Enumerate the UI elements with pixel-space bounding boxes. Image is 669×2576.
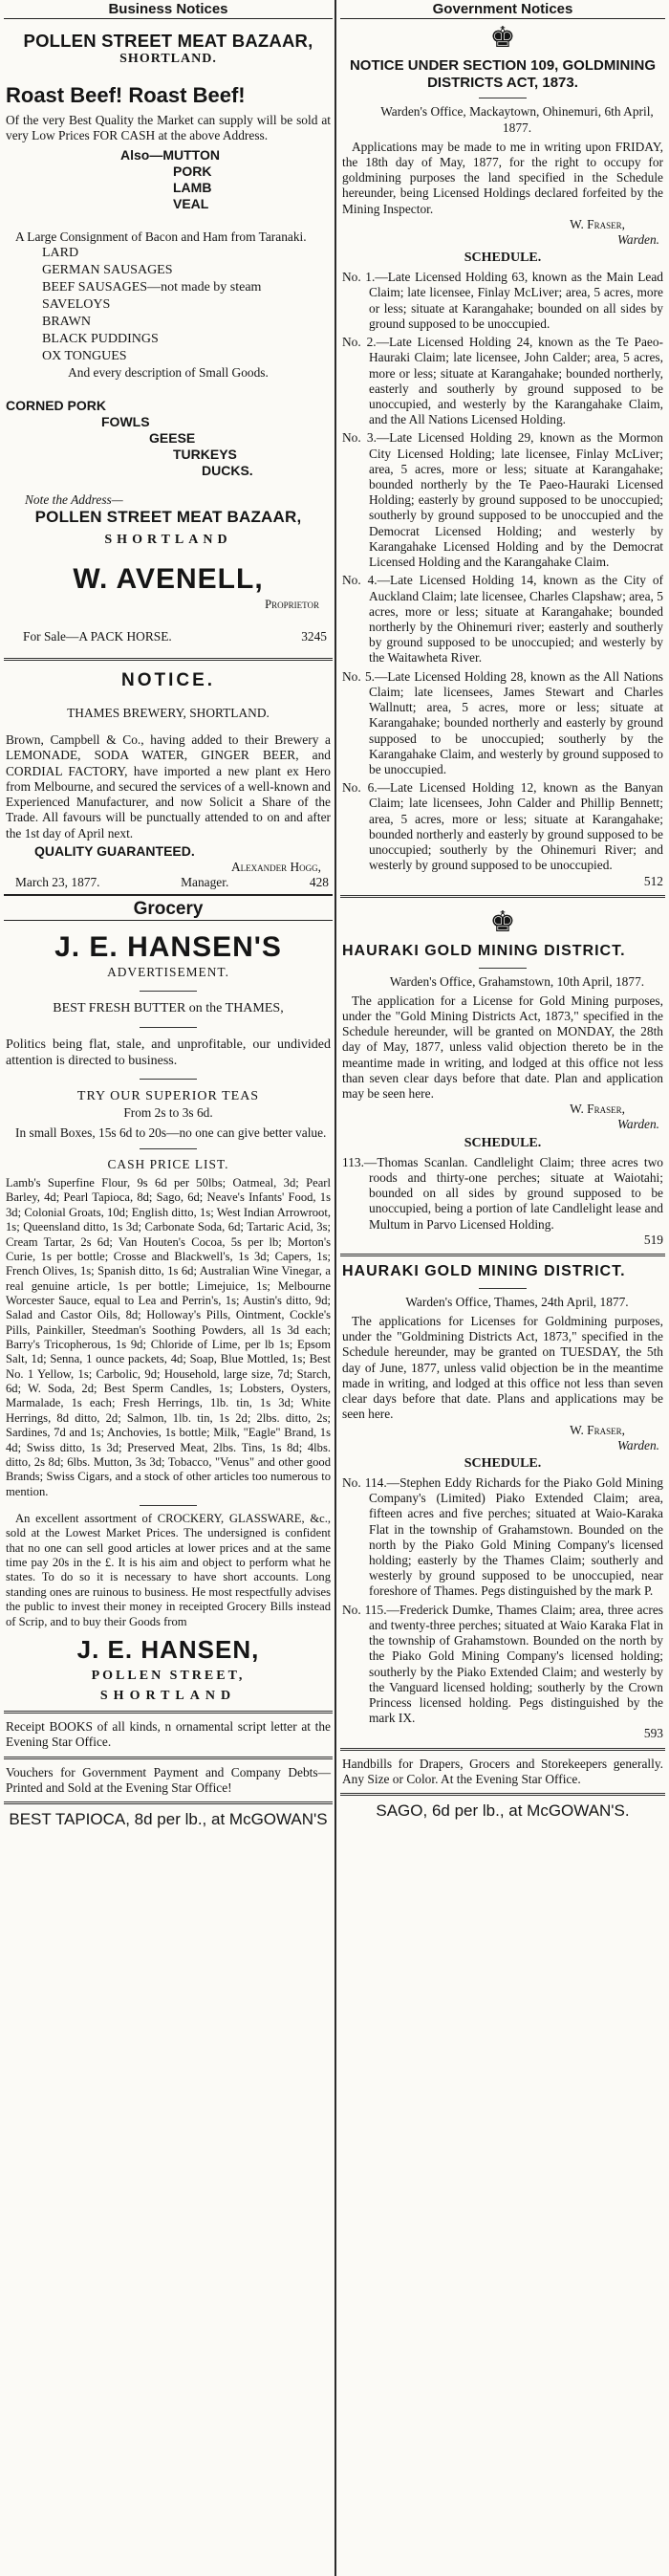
brewery-body: Brown, Campbell & Co., having added to their Brewery a LEMONADE, SODA WATER, GINGER BEER, and CORDIAL FACTORY, have imported a new plant ex Hero from Melbourne, and secured the services of a well-known and Experienced Manufacturer, and now Solicit a Share of the Trade. All favours will be punctually attended to on and after the 1st day of April next. (6, 732, 331, 840)
hauraki-notice-1 (340, 942, 665, 1248)
notice-2-title: HAURAKI GOLD MINING DISTRICT. (342, 942, 626, 959)
roast-beef-heading: Roast Beef! Roast Beef! (6, 83, 246, 108)
quality-guaranteed: QUALITY GUARANTEED. (34, 842, 195, 859)
advert-number: 519 (643, 1232, 663, 1247)
consignment: A Large Consignment of Bacon and Ham from Taranaki. (15, 229, 307, 245)
notice-2-role: Warden. (616, 1117, 659, 1132)
notice-3-office: Warden's Office, Thames, 24th April, 1877. (405, 1294, 629, 1309)
meat-intro: Of the very Best Quality the Market can supply will be sold at very Low Prices FOR CASH at the above Address. (6, 112, 331, 143)
also-mutton: Also—MUTTON (120, 147, 220, 164)
hansen-title: J. E. HANSEN'S (54, 931, 282, 964)
divider (4, 1757, 333, 1759)
notice-2-schedule: SCHEDULE. (464, 1135, 542, 1150)
notice-1-office: Warden's Office, Mackaytown, Ohinemuri, 6th April, 1877. (380, 104, 654, 135)
divider (140, 1505, 197, 1506)
proprietor-name: W. AVENELL, (73, 563, 264, 596)
goods-item: OX TONGUES (42, 348, 127, 363)
small-boxes: In small Boxes, 15s 6d to 20s—no one can give better value. (15, 1124, 327, 1140)
politics-text: Politics being flat, stale, and unprofitable, our undivided attention is directed to business. (6, 1037, 331, 1068)
royal-crest-icon: ♚ (489, 22, 516, 54)
address-town: SHORTLAND (104, 533, 232, 548)
brewery-role: Manager. (181, 874, 229, 889)
brewery-notice (4, 670, 333, 890)
advert-number: 428 (309, 874, 329, 889)
schedule-item: No. 1.—Late Licensed Holding 63, known as the Main Lead Claim; late licensee, Finlay McLiver; area, 5 acres, more or less; situate at Karangahake; bounded on all sides by ground supposed to be unoccupied. (342, 270, 663, 331)
divider (4, 1801, 333, 1804)
government-notices-header: Government Notices (340, 0, 665, 19)
schedule-item: No. 3.—Late Licensed Holding 29, known as the Mormon City Licensed Holding; late licensee, Finlay McLiver; area, 5 acres, more or less; situate at Karangahake; bounded northerly by the Te Paeo-Hauraki Licensed Holding; easterly by ground supposed to be unoccupied; southerly by ground supposed to be unoccupied and the Democrat Licensed Holding; and westerly by Karangahake Licensed Holding and by the Democrat Licensed Holding and the Karangahake Claim. (342, 430, 663, 570)
tea-prices: From 2s to 3s 6d. (123, 1105, 213, 1121)
hauraki-notice-2 (340, 1262, 665, 1742)
brewery-signer: Alexander Hogg, (230, 859, 321, 874)
try-teas: TRY OUR SUPERIOR TEAS (76, 1089, 260, 1104)
meat-veal: VEAL (173, 196, 209, 212)
goods-item: GERMAN SAUSAGES (42, 263, 173, 278)
notice-1-title: NOTICE UNDER SECTION 109, GOLDMINING DISTRICTS ACT, 1873. (349, 57, 657, 92)
notice-3-role: Warden. (616, 1437, 659, 1452)
advert-number: 593 (643, 1726, 663, 1741)
hansen-town: SHORTLAND (99, 1689, 237, 1704)
advert-number: 3245 (301, 628, 327, 644)
divider (4, 1711, 333, 1714)
schedule-item: No. 5.—Late Licensed Holding 28, known as the All Nations Claim; late licensees, James Stewart and Charles Wallnutt; area, 5 acres, more or less; situate at Karangahake; bounded northerly and easterly by ground supposed to be unoccupied; southerly by the Karangahake Claim, and westerly by ground supposed to be unoccupied. (342, 668, 663, 776)
royal-crest-icon: ♚ (489, 906, 516, 938)
hansen-advert (4, 930, 333, 1705)
schedule-item: No. 2.—Late Licensed Holding 24, known as the Te Paeo-Hauraki Claim; late licensee, John Calder; area, 5 acres, more or less; situate at Karangahake; bounded northerly, easterly and southerly by ground supposed to be unoccupied, and westerly by the Karangahake Claim, and the All Nations Licensed Holding. (342, 335, 663, 427)
divider (340, 1254, 665, 1256)
every-description: And every description of Small Goods. (68, 364, 269, 380)
best-butter: BEST FRESH BUTTER on the THAMES, (53, 1000, 284, 1015)
crockery-text: An excellent assortment of CROCKERY, GLASSWARE, &c., sold at the Lowest Market Prices. The undersigned is confident that no one can sell good articles at lower prices and at the same time pay 20s in the £. It is his aim and object to perform what he states. To do so it is necessary to have short accounts. Long standing ones are ruinous to business. He most respectfully advises the public to invest their money in receipted Grocery Bills instead of Scrip, and to buy their Goods from (6, 1511, 331, 1628)
notice-1-role: Warden. (616, 232, 659, 248)
notice-1-body: Applications may be made to me in writing upon FRIDAY, the 18th day of May, 1877, for the right to occupy for goldmining purposes the land specified in the Schedule hereunder, being Licensed Holdings declared forfeited by the Mining Inspector. (342, 139, 663, 216)
meat-lamb: LAMB (173, 180, 212, 196)
right-column (340, 0, 665, 2576)
goods-item: BRAWN (42, 314, 91, 329)
divider (340, 1793, 665, 1796)
divider (479, 968, 527, 969)
schedule-item: No. 6.—Late Licensed Holding 12, known as the Banyan Claim; late licensees, John Calder and Phillip Bennett; area, 5 acres, more or less; situate at Karangahake; bounded northerly and easterly by ground supposed to be unoccupied; southerly by the Ohinemuri River; and westerly by ground supposed to be unoccupied. (342, 780, 663, 873)
sago-notice: SAGO, 6d per lb., at McGOWAN'S. (376, 1801, 630, 1821)
divider (340, 895, 665, 898)
notice-3-signer: W. Fraser, (570, 1422, 625, 1437)
turkeys: TURKEYS (173, 446, 237, 462)
divider (140, 1079, 197, 1080)
meat-bazaar-place: SHORTLAND. (119, 52, 217, 67)
hansen-adv: ADVERTISEMENT. (107, 965, 229, 980)
advert-number: 512 (643, 873, 663, 888)
schedule-item: No. 4.—Late Licensed Holding 14, known as the City of Auckland Claim; late licensee, Charles Clapshaw; area, 5 acres, more or less; situate at Karangahake; bounded northerly by the Ohinemuri river; easterly and southerly by ground supposed to be unoccupied; and westerly by the Waitawheta River. (342, 573, 663, 666)
proprietor-title: Proprietor (265, 597, 319, 611)
goods-item: SAVELOYS (42, 297, 111, 313)
corned-pork: CORNED PORK (6, 397, 107, 413)
goods-item: BEEF SAUSAGES—not made by steam (42, 280, 262, 295)
notice-title: NOTICE. (120, 670, 216, 691)
pack-horse-text: For Sale—A PACK HORSE. (23, 628, 172, 644)
pack-horse-line (6, 629, 331, 644)
schedule-item: No. 115.—Frederick Dumke, Thames Claim; area, three acres and twenty-three perches; situated at Waio Karaka Flat in the township of Grahamstown. Bounded on the north by the Piako Gold Mining Company's licensed holding; southerly by the Piako Extended Claim; and westerly by the Vanguard licensed holding; southerly by the Crown Princess licensed holding. Pegs distinguished by the mark IX. (342, 1602, 663, 1726)
left-column (4, 0, 333, 2576)
cash-price-list: CASH PRICE LIST. (107, 1156, 229, 1171)
notice-2-office: Warden's Office, Grahamstown, 10th April, 1877. (389, 973, 645, 989)
goods-item: BLACK PUDDINGS (42, 331, 159, 346)
divider (140, 1027, 197, 1028)
meat-bazaar-advert (4, 31, 333, 644)
notice-2-body: The application for a License for Gold Mining purposes, under the "Gold Mining Districts Act, 1873," specified in the Schedule hereunder, will be granted on MONDAY, the 28th day of May, 1877, unless valid objection thereto be in the meantime made in writing, and lodged at this office not less than seven clear days before that date. Plan and application may be seen here. (342, 993, 663, 1102)
brewery-name: THAMES BREWERY, SHORTLAND. (67, 706, 270, 721)
divider (340, 1748, 665, 1751)
brewery-date: March 23, 1877. (15, 874, 100, 889)
notice-1-schedule: SCHEDULE. (464, 251, 542, 266)
schedule-item: 113.—Thomas Scanlan. Candlelight Claim; three acres two roods and thirty-one perches; situate at Waiotahi; bounded on all sides by ground supposed to be unoccupied, being a portion of late Candlelight lease and Multum in Parvo Licensed Holding. (342, 1154, 663, 1232)
tapioca-notice: BEST TAPIOCA, 8d per lb., at McGOWAN'S (9, 1810, 328, 1829)
notice-section-109 (340, 57, 665, 889)
small-goods-list (6, 245, 331, 364)
grocery-header: Grocery (4, 894, 333, 921)
notice-1-signer: W. Fraser, (570, 216, 625, 231)
notice-3-body: The applications for Licenses for Goldmining purposes, under the "Goldmining Districts Act, 1873," specified in the Schedule hereunder, may be granted on TUESDAY, the 5th day of June, 1877, unless valid objection be in the meantime made in writing, and lodged at this office not less than seven clear days before that date. Plans and applications may be seen here. (342, 1313, 663, 1422)
vouchers-notice: Vouchers for Government Payment and Company Debts—Printed and Sold at the Evening Star Office! (6, 1764, 331, 1795)
divider (140, 991, 197, 992)
meat-pork: PORK (173, 164, 212, 180)
ducks: DUCKS. (202, 462, 253, 478)
note-address: Note the Address— (25, 491, 123, 507)
price-list-body: Lamb's Superfine Flour, 9s 6d per 50lbs; Oatmeal, 3d; Pearl Barley, 4d; Pearl Tapioca, 8d; Sago, 6d; Neave's Infants' Food, 1s 3d; Colonial Groats, 10d; English ditto, 1s; West Indian Arrowroot, 1s; Queensland ditto, 1s 3d; Carbonate Soda, 6d; Tartaric Acid, 3s; Cream Tartar, 2s 6d; Van Houten's Cocoa, 5s per lb; Morton's Curie, 1s per bottle; Crosse and Blackwell's, 1s 3d; Capers, 1s; French Olives, 1s; Spanish ditto, 1s 6d; Australian Wine Vinegar, a real genuine article, 1s per bottle; Limejuice, 1s; Melbourne Worcester Sauce, equal to Lea and Perrin's, 1s; Austin's ditto, 9d; Salad and Castor Oils, 8d; Holloway's Pills, Ointment, Cockle's Pills, Painkiller, Steedman's Soothing Powders, all 1s 3d each; Barry's Tricopherous, 1s 9d; Chloride of Lime, per lb 1s; Epsom Salt, 1d; Senna, 1 ounce packets, 4d; Soap, Blue Mottled, 1s; Best No. 1 Yellow, 1s; Carbolic, 9d; Household, large size, 7d; Starch, 6d; W. Soda, 2d; Best Sperm Candles, 1s; Lobsters, Oysters, Marmalade, 1s each; Fresh Herrings, 1lb. tin, 1s 3d; White Herrings, 8d ditto, 2d; Salmon, 1lb. tin, 1s 2d; 2lbs. ditto, 2s; Sardines, 7d and 1s; Anchovies, 1s bottle; Milk, "Eagle" Brand, 1s 4d; Swiss ditto, 1s 3d; Preserved Meat, 2lbs. Tins, 1s 8d; 4lbs. ditto, 2s 8d; 6lbs. Mutton, 3s 3d; Tobacco, "Venus" and other good Brands; Swiss Cigars, and a stock of other articles too numerous to mention. (6, 1176, 331, 1498)
notice-3-schedule: SCHEDULE. (464, 1455, 542, 1471)
brewery-footer (6, 875, 331, 890)
fowls: FOWLS (101, 413, 150, 429)
goods-item: LARD (42, 246, 79, 261)
business-notices-header: Business Notices (4, 0, 333, 19)
geese: GEESE (149, 429, 196, 446)
receipt-books: Receipt BOOKS of all kinds, n ornamental script letter at the Evening Star Office. (6, 1719, 331, 1750)
divider (479, 1288, 527, 1289)
notice-3-title: HAURAKI GOLD MINING DISTRICT. (342, 1262, 626, 1279)
handbills-notice: Handbills for Drapers, Grocers and Storekeepers generally. Any Size or Color. At the Evening Star Office. (342, 1756, 663, 1786)
divider (140, 1148, 197, 1149)
column-rule (334, 0, 336, 2576)
address-line: POLLEN STREET MEAT BAZAAR, (34, 507, 302, 526)
notice-2-signer: W. Fraser, (570, 1102, 625, 1117)
divider (4, 658, 333, 661)
schedule-item: No. 114.—Stephen Eddy Richards for the Piako Gold Mining Company's (Limited) Piako Extended Claim; area, fifteen acres and five perches; situated at Waio-Karaka Flat in the township of Grahamstown. Bounded on the north by the Piako Gold Mining Company's licensed holding; easterly by the Thames Claim; southerly and westerly by ground supposed to be unoccupied, near foreshore of Thames. Pegs distinguished by the mark P. (342, 1474, 663, 1599)
meat-bazaar-title: POLLEN STREET MEAT BAZAAR, (23, 31, 313, 51)
hansen-name: J. E. HANSEN, (76, 1634, 260, 1664)
hansen-street: POLLEN STREET, (91, 1669, 246, 1684)
